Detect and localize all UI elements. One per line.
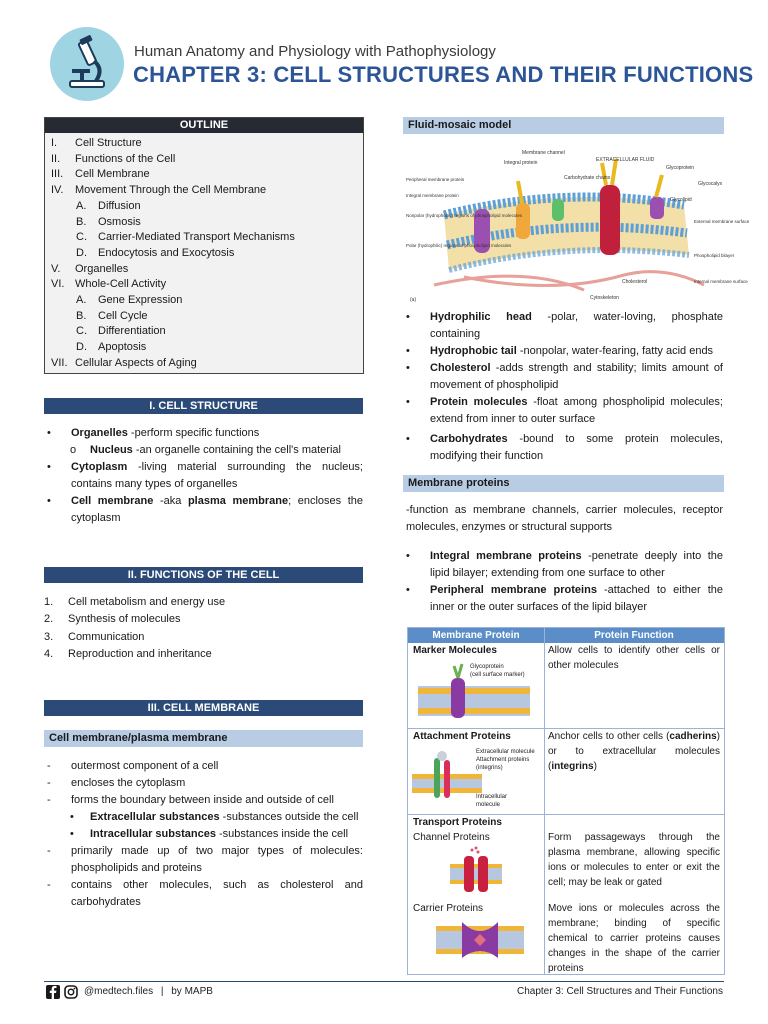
page-title: CHAPTER 3: CELL STRUCTURES AND THEIR FUNCTIONS (133, 62, 754, 87)
term: Carbohydrates (430, 433, 508, 445)
outline-number: VII. (51, 356, 68, 369)
term: Hydrophilic head (430, 311, 532, 323)
figure-label: Glycolipid (670, 197, 692, 203)
outline-text: Whole-Cell Activity (75, 278, 167, 291)
logo (50, 27, 124, 101)
definition: -an organelle containing the cell's material (132, 444, 341, 456)
term: Nucleus (90, 444, 133, 456)
subheading-membrane-proteins: Membrane proteins (403, 475, 724, 492)
term: plasma membrane (187, 495, 289, 507)
table-cell: Move ions or molecules across the membrane; binding of specific chemical to carrier proteins causes changes in the shape of the carrier proteins (548, 903, 720, 974)
list-text: Cell metabolism and energy use (68, 596, 226, 608)
outline-number: V. (51, 262, 61, 275)
outline-text: Differentiation (98, 325, 166, 338)
figure-label: Polar (hydrophilic) regions of phospholipid molecules (406, 243, 512, 248)
footer-chapter: Chapter 3: Cell Structures and Their Functions (516, 986, 723, 997)
table-cell (548, 729, 720, 774)
outline-number: VI. (51, 278, 65, 291)
list-text: Synthesis of molecules (68, 613, 181, 626)
cell-text: ) or to extracellular molecules ( (548, 731, 720, 772)
list-text: Reproduction and inheritance (68, 647, 212, 660)
footer-left (84, 986, 213, 997)
definition: -float among phospholipid molecules; extend from inner to outer surface (430, 396, 723, 425)
figure-label: molecule (476, 802, 501, 808)
cell-term: integrins (551, 761, 594, 772)
figure-label: Glycocalyx (698, 181, 723, 187)
term: Peripheral membrane proteins (430, 584, 597, 596)
social-handle[interactable]: @medtech.files (84, 986, 154, 997)
microscope-icon (50, 27, 124, 101)
outline-text: Organelles (75, 262, 129, 275)
list-number: 2. (44, 613, 54, 626)
channel-protein-figure (450, 846, 502, 896)
table-cell: Marker Molecules (413, 645, 497, 656)
term: Cell membrane (71, 495, 154, 507)
membrane-protein-table (407, 627, 725, 975)
figure-label: Phospholipid bilayer (694, 253, 735, 258)
author-credit: by MAPB (171, 986, 213, 997)
outline-number: IV. (51, 184, 64, 197)
outline-text: Cell Cycle (98, 309, 148, 322)
fluid-mosaic-figure (404, 145, 750, 305)
term: Organelles (71, 427, 128, 439)
outline-text: Osmosis (98, 215, 141, 228)
figure-label: Cholesterol (622, 279, 648, 285)
outline-text: Carrier-Mediated Transport Mechanisms (98, 231, 295, 244)
table-header: Membrane Protein (408, 628, 544, 643)
outline-number: III. (51, 168, 64, 181)
list-number: 1. (44, 596, 54, 608)
term: Cholesterol (430, 362, 491, 374)
definition: -perform specific functions (127, 427, 260, 439)
page-subtitle: Human Anatomy and Physiology with Pathophysiology (134, 43, 496, 60)
cell-text: Anchor cells to other cells ( (548, 731, 670, 742)
table-cell: Attachment Proteins (413, 731, 511, 742)
subheading-fluid-mosaic: Fluid-mosaic model (403, 117, 724, 134)
subheading-cell-membrane: Cell membrane/plasma membrane (44, 730, 363, 747)
outline-number: II. (51, 152, 61, 165)
outline-number: B. (76, 309, 87, 322)
table-cell: Allow cells to identify other cells or other molecules (548, 645, 720, 671)
outline-number: D. (76, 246, 87, 259)
section-heading-cell-structure: I. CELL STRUCTURE (44, 398, 363, 414)
table-header: Protein Function (544, 628, 724, 643)
list-number: 4. (44, 647, 54, 660)
figure-label: EXTRACELLULAR FLUID (596, 157, 655, 163)
figure-label: (cell surface marker) (470, 672, 525, 678)
definition: -attached to either the inner or the outer surfaces of the lipid bilayer (430, 584, 723, 613)
outline-text: Functions of the Cell (75, 152, 176, 165)
term: Extracellular substances (90, 811, 220, 823)
figure-label: Carbohydrate chains (564, 175, 611, 181)
definition: -adds strength and stability; limits amount of movement of phospholipid (430, 362, 723, 391)
table-cell: Carrier Proteins (413, 903, 484, 914)
table-cell: Transport Proteins (413, 817, 502, 828)
attachment-protein-figure (412, 746, 540, 810)
figure-label: External membrane surface (694, 219, 750, 224)
outline-heading: OUTLINE (45, 118, 363, 133)
outline-number: A. (76, 294, 87, 306)
outline-text: Movement Through the Cell Membrane (75, 184, 267, 197)
figure-label: Integral membrane protein (406, 193, 459, 198)
list-number: 3. (44, 630, 54, 643)
cell-term: cadherins (669, 731, 717, 742)
outline-number: I. (51, 137, 58, 149)
table-cell: Form passageways through the plasma membrane, allowing specific ions or molecules to enter or exit the cell; may be leak or gated (548, 832, 720, 888)
membrane-proteins-intro: -function as membrane channels, carrier molecules, receptor molecules, enzymes or structural supports (406, 504, 723, 533)
carrier-protein-figure (436, 916, 524, 964)
marker-molecule-figure (418, 660, 530, 724)
outline-number: B. (76, 215, 87, 228)
figure-label: Membrane channel (522, 150, 565, 156)
term: Cytoplasm (71, 461, 128, 473)
outline-text: Cell Structure (75, 137, 142, 149)
table-cell: Channel Proteins (413, 832, 490, 843)
term: Intracellular substances (90, 828, 216, 840)
definition: -substances inside the cell (215, 828, 349, 840)
figure-label: (integrins) (476, 765, 503, 771)
list-text: Communication (68, 630, 145, 643)
figure-label: Glycoprotein (666, 165, 695, 171)
outline-text: Endocytosis and Exocytosis (98, 246, 235, 259)
footer-separator: | (160, 986, 164, 997)
definition: -aka (153, 495, 188, 507)
definition: -living material surrounding the nucleus; contains many types of organelles (71, 461, 363, 490)
figure-label: Integral protein (504, 160, 538, 166)
outline-number: D. (76, 341, 87, 354)
outline-text: Apoptosis (98, 341, 147, 354)
figure-label: Internal membrane surface (694, 279, 748, 284)
outline-text: Cell Membrane (75, 168, 150, 181)
membrane-diagram (404, 145, 750, 305)
figure-label: Peripheral membrane protein (406, 177, 465, 182)
definition: -substances outside the cell (219, 811, 359, 823)
outline-text: Gene Expression (98, 294, 183, 306)
term: Integral membrane proteins (430, 550, 582, 562)
outline-text: Cellular Aspects of Aging (75, 356, 197, 369)
definition: -nonpolar, water-fearing, fatty acid ends (516, 345, 714, 357)
figure-label: Intracellular (476, 794, 508, 800)
outline-number: C. (76, 325, 87, 338)
figure-label: (a) (410, 297, 417, 303)
section-heading-functions: II. FUNCTIONS OF THE CELL (44, 567, 363, 583)
outline-number: C. (76, 231, 87, 244)
figure-label: Attachment proteins (476, 757, 530, 763)
definition: -penetrate deeply into the lipid bilayer; extending from one surface to other (430, 550, 723, 579)
definition: ; encloses the cytoplasm (71, 495, 363, 524)
definition: -polar, water-loving, phosphate containing (430, 311, 723, 340)
term: Hydrophobic tail (430, 345, 517, 357)
figure-label: Glycoprotein (470, 664, 504, 670)
outline-number: A. (76, 199, 87, 212)
facebook-icon[interactable] (46, 985, 60, 999)
figure-label: Nonpolar (hydrophobic) regions of phospholipid molecules (406, 213, 523, 218)
term: Protein molecules (430, 396, 528, 408)
figure-label: Extracellular molecule (476, 749, 535, 755)
cell-text: ) (593, 761, 597, 772)
figure-label: Cytoskeleton (590, 295, 619, 301)
instagram-icon[interactable] (64, 985, 78, 999)
definition: -bound to some protein molecules, modifying their function (430, 433, 723, 462)
outline-box (44, 117, 364, 374)
footer-divider (44, 981, 724, 982)
outline-text: Diffusion (98, 199, 141, 212)
section-heading-cell-membrane: III. CELL MEMBRANE (44, 700, 363, 716)
